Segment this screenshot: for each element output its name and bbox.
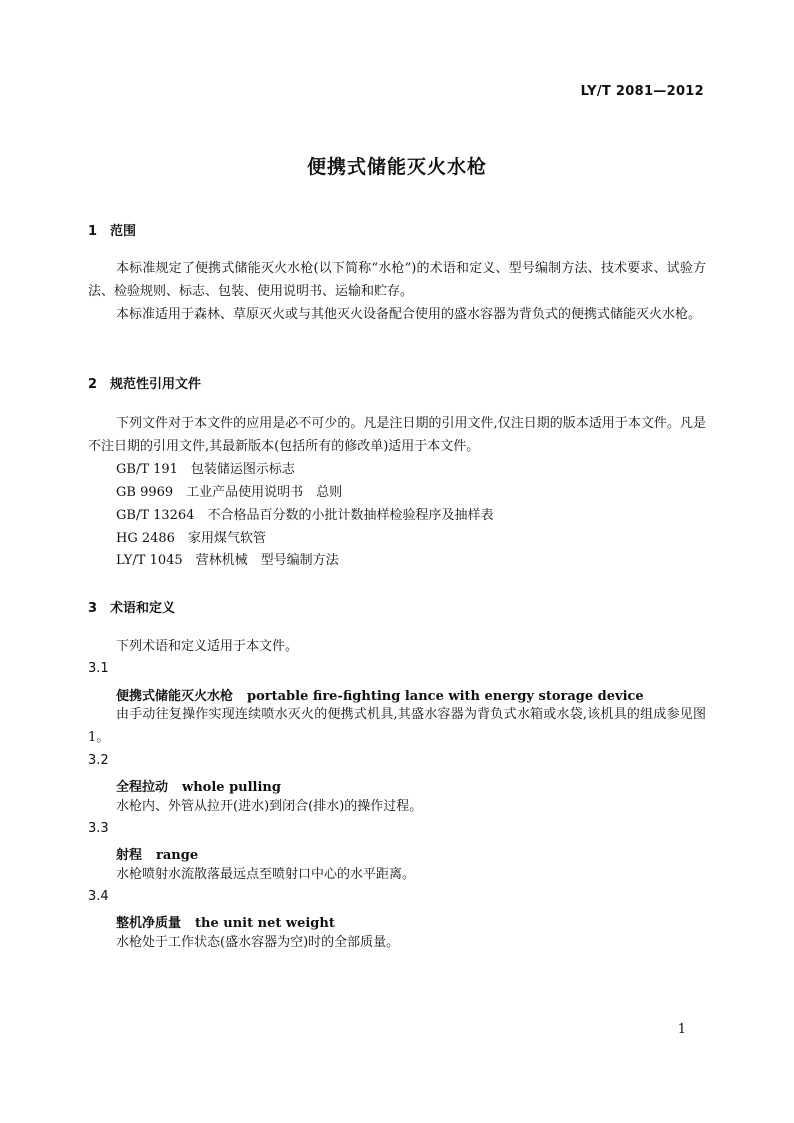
section-heading-normative-references [88, 373, 201, 392]
section-title: 范围 [110, 224, 137, 239]
term-definition: 水枪处于工作状态(盛水容器为空)时的全部质量。 [116, 935, 400, 950]
section-number: 2 [88, 377, 98, 392]
reference-item: GB/T 191 包装储运图示标志 [116, 462, 295, 477]
reference-item: HG 2486 家用煤气软管 [116, 531, 266, 546]
term-definition: 水枪内、外管从拉开(进水)到闭合(排水)的操作过程。 [116, 799, 423, 814]
term-zh: 整机净质量 [116, 916, 182, 931]
clause-number: 3.3 [88, 821, 109, 836]
references-intro: 下列文件对于本文件的应用是必不可少的。凡是注日期的引用文件,仅注日期的版本适用于本文件。凡是不注日期的引用文件,其最新版本(包括所有的修改单)适用于本文件。 [88, 416, 706, 454]
term-definition: 水枪喷射水流散落最远点至喷射口中心的水平距离。 [116, 867, 416, 882]
reference-item: GB/T 13264 不合格品百分数的小批计数抽样检验程序及抽样表 [116, 508, 494, 523]
document-title: 便携式储能灭火水枪 [306, 156, 487, 178]
term-en: the unit net weight [195, 916, 335, 931]
clause-number: 3.4 [88, 889, 109, 904]
scope-paragraph-1: 本标准规定了便携式储能灭火水枪(以下简称“水枪”)的术语和定义、型号编制方法、技术要求、试验方法、检验规则、标志、包装、使用说明书、运输和贮存。 [88, 261, 706, 299]
section-title: 术语和定义 [110, 601, 176, 616]
term-zh: 便携式储能灭火水枪 [116, 689, 234, 704]
term-en: portable fire-fighting lance with energy storage device [247, 689, 644, 704]
term-zh: 全程拉动 [116, 780, 169, 795]
term-definition: 由手动往复操作实现连续喷水灭火的便携式机具,其盛水容器为背负式水箱或水袋,该机具的组成参见图 1。 [88, 707, 706, 745]
term-entry [116, 844, 198, 863]
term-zh: 射程 [116, 848, 143, 863]
term-entry [116, 776, 281, 795]
term-en: range [156, 848, 199, 863]
clause-number: 3.2 [88, 753, 109, 768]
section-number: 3 [88, 601, 98, 616]
reference-item: GB 9969 工业产品使用说明书 总则 [116, 485, 343, 500]
clause-number: 3.1 [88, 661, 109, 676]
scope-paragraph-2: 本标准适用于森林、草原灭火或与其他灭火设备配合使用的盛水容器为背负式的便携式储能灭火水枪。 [116, 307, 702, 322]
page-number: 1 [677, 1022, 686, 1037]
term-entry [116, 912, 335, 931]
reference-item: LY/T 1045 营林机械 型号编制方法 [116, 553, 339, 568]
terms-intro: 下列术语和定义适用于本文件。 [116, 639, 299, 654]
term-entry [116, 685, 644, 704]
section-heading-terms [88, 597, 175, 616]
standard-code: LY/T 2081—2012 [580, 84, 704, 99]
section-heading-scope [88, 220, 136, 239]
term-en: whole pulling [182, 780, 281, 795]
section-number: 1 [88, 224, 98, 239]
section-title: 规范性引用文件 [110, 377, 202, 392]
